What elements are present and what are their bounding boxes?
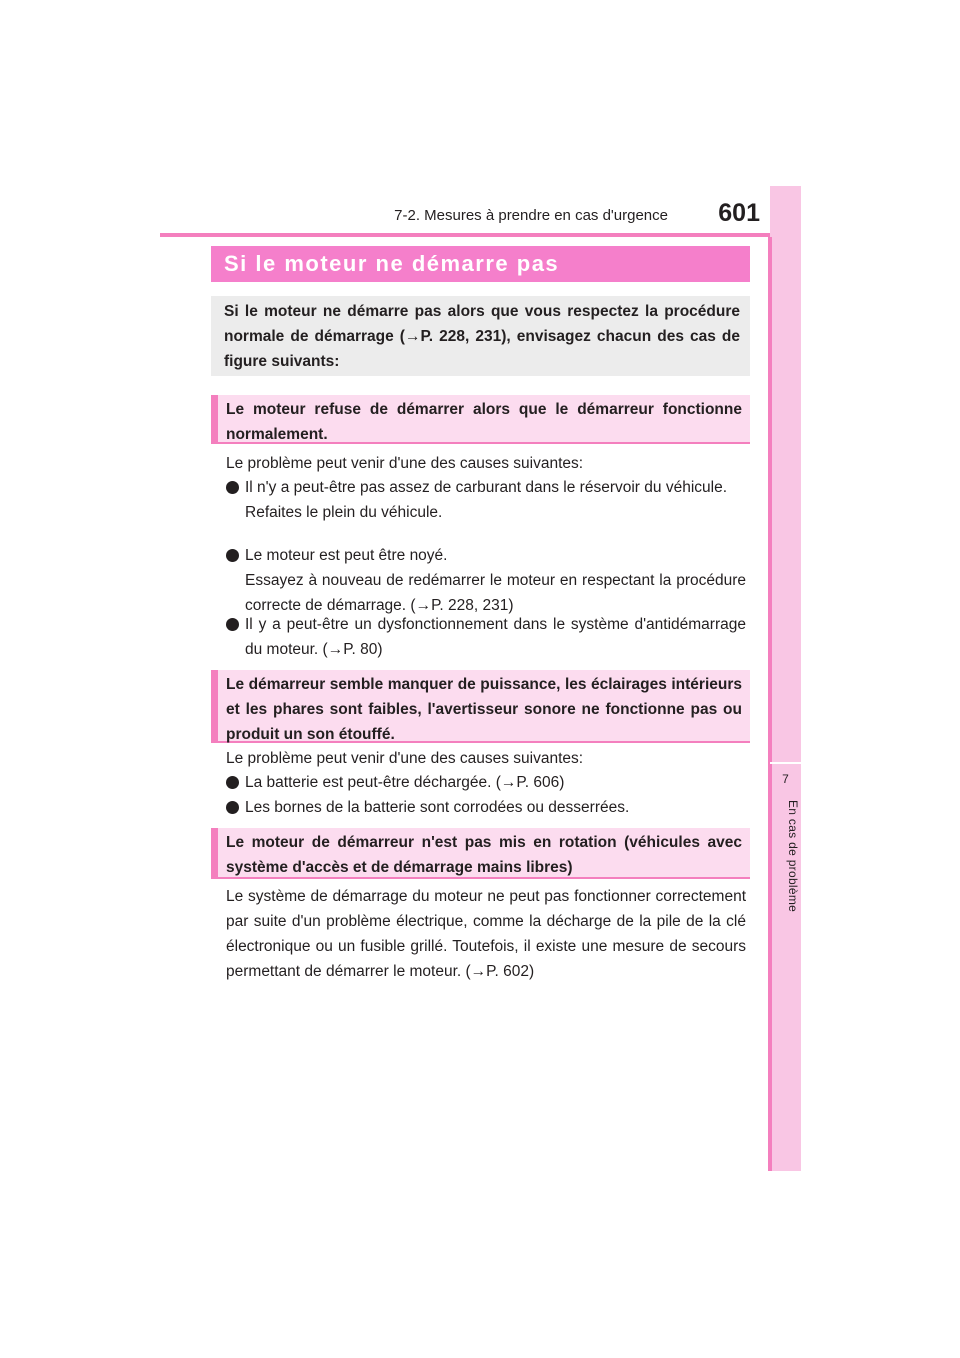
chapter-label: En cas de problème: [786, 800, 800, 913]
chapter-side-rule: [768, 237, 772, 1171]
section-1-intro: Le problème peut venir d'une des causes suivantes:: [226, 455, 584, 472]
chapter-divider: [770, 762, 801, 764]
bullet-text: Les bornes de la batterie sont corrodées ou desserrées.: [245, 799, 630, 816]
section-title: 7-2. Mesures à prendre en cas d'urgence: [394, 207, 668, 224]
page-number: 601: [718, 199, 760, 227]
section-3-body: Le système de démarrage du moteur ne peut pas fonctionner correctement par suite d'un problème électrique, comme la décharge de la pile de la clé électronique ou un fusible grillé. Toutefois, il existe une mesure de secours permettant de démarrer le moteur. (→P. 602): [226, 888, 746, 980]
bullet-text: La batterie est peut-être déchargée. (→P. 606): [245, 774, 565, 791]
bullet-subtext: Essayez à nouveau de redémarrer le moteur en respectant la procédure correcte de démarrage. (→P. 228, 231): [245, 572, 746, 614]
bullet-text: Le moteur est peut être noyé.: [245, 547, 448, 564]
intro-box: Si le moteur ne démarre pas alors que vous respectez la procédure normale de démarrage (→P. 228, 231), envisagez chacun des cas de figure suivants:: [211, 296, 750, 376]
bullet-subtext: Refaites le plein du véhicule.: [245, 504, 443, 521]
bullet-text: Il n'y a peut-être pas assez de carburant dans le réservoir du véhicule.: [245, 479, 727, 496]
section-heading-1: Le moteur refuse de démarrer alors que le démarreur fonctionne normalement.: [211, 395, 750, 444]
chapter-side-tab: [770, 186, 801, 1171]
bullet-text: Il y a peut-être un dysfonctionnement dans le système d'antidémarrage du moteur. (→P. 80): [245, 616, 746, 658]
header-rule: [160, 233, 800, 237]
bullet-icon: [226, 549, 239, 562]
section-heading-2: Le démarreur semble manquer de puissance, les éclairages intérieurs et les phares sont faibles, l'avertisseur sonore ne fonctionne pas ou produit un son étouffé.: [211, 670, 750, 743]
chapter-number: 7: [782, 772, 789, 786]
bullet-icon: [226, 618, 239, 631]
bullet-icon: [226, 776, 239, 789]
page-title-bar: [211, 246, 750, 282]
section-heading-3: Le moteur de démarreur n'est pas mis en rotation (véhicules avec système d'accès et de démarrage mains libres): [211, 828, 750, 879]
bullet-icon: [226, 801, 239, 814]
bullet-icon: [226, 481, 239, 494]
section-2-intro: Le problème peut venir d'une des causes suivantes:: [226, 750, 584, 767]
page-title: Si le moteur ne démarre pas: [224, 251, 560, 276]
